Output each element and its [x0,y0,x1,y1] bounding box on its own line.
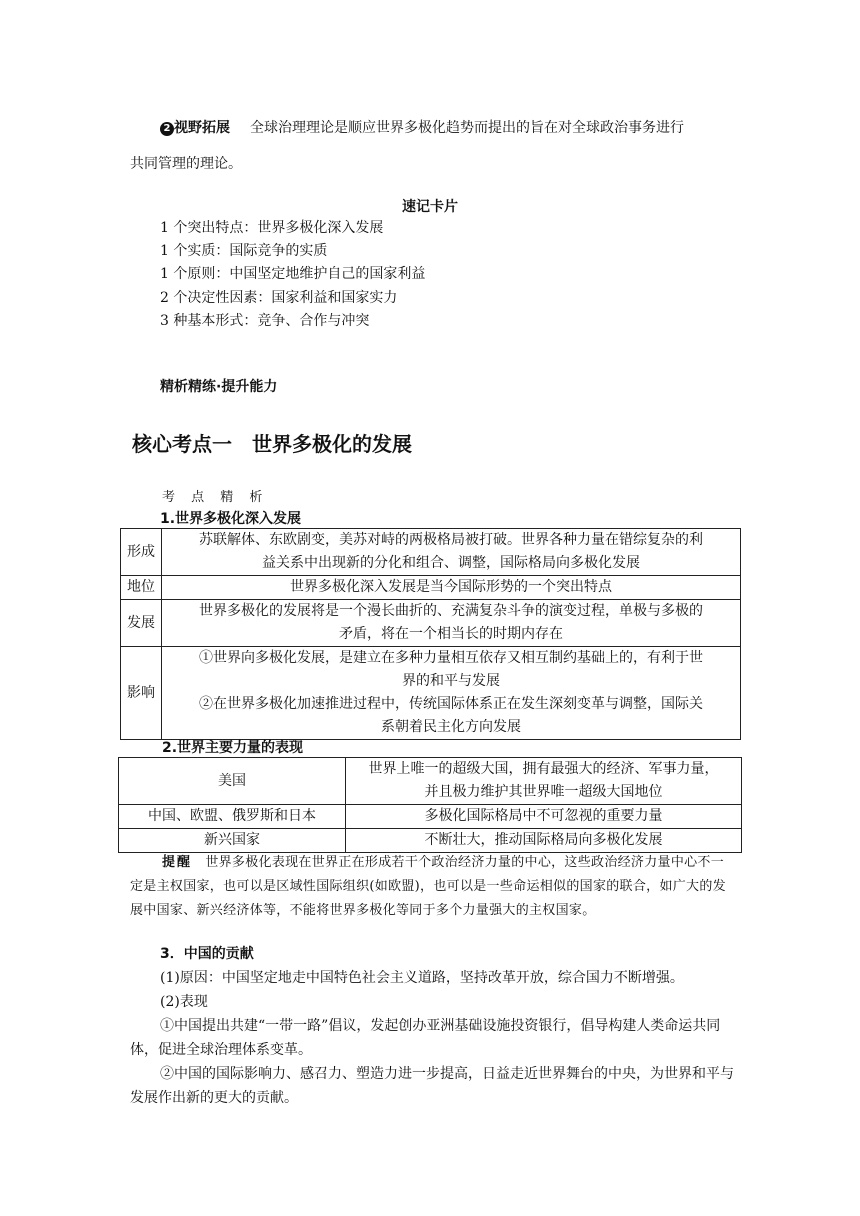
row-label: 影响 [121,647,162,740]
power-name: 美国 [119,758,346,805]
performance-point-1: ①中国提出共建“一带一路”倡议，发起创办亚洲基础设施投资银行，倡导构建人类命运共同体，促进全球治理体系变革。 [130,1018,721,1058]
table-row [121,529,741,576]
reason-paragraph: (1)原因：中国坚定地走中国特色社会主义道路，坚持改革开放，综合国力不断增强。 [160,970,684,986]
row-content [162,647,741,740]
cell-line: ①世界向多极化发展，是建立在多种力量相互依存又相互制约基础上的，有利于世 [199,650,703,666]
table2-title: 2.世界主要力量的表现 [162,740,304,756]
cell-line: 不断壮大，推动国际格局向多极化发展 [424,832,663,848]
performance-point-2: ②中国的国际影响力、感召力、塑造力进一步提高，日益走近世界舞台的中央，为世界和平与发展作出新的更大的贡献。 [130,1066,734,1106]
card-line: 1 个突出特点：世界多极化深入发展 [160,220,384,236]
row-content [162,576,741,600]
card-lines [160,217,425,333]
cell-line: 苏联解体、东欧剧变，美苏对峙的两极格局被打破。世界各种力量在错综复杂的利 [199,532,703,548]
power-description [346,829,742,853]
power-name: 新兴国家 [119,829,346,853]
row-label: 发展 [121,600,162,647]
vision-paragraph [160,110,740,146]
cell-line: 世界多极化深入发展是当今国际形势的一个突出特点 [290,579,612,595]
table-row [121,600,741,647]
cell-line: 并且极力维护其世界唯一超级大国地位 [424,784,663,800]
note-label: 提醒 [162,855,193,870]
cell-line: 系朝着民主化方向发展 [381,719,521,735]
card-title: 速记卡片 [402,199,458,215]
performance-label: (2)表现 [160,994,208,1010]
cell-line: 益关系中出现新的分化和组合、调整，国际格局向多极化发展 [262,555,640,571]
cell-line: 矛盾，将在一个相当长的时期内存在 [339,626,563,642]
cell-line: 世界多极化的发展将是一个漫长曲折的、充满复杂斗争的演变过程，单极与多极的 [199,603,703,619]
power-name: 中国、欧盟、俄罗斯和日本 [119,805,346,829]
table-row [121,647,741,740]
table-row [121,576,741,600]
row-label: 地位 [121,576,162,600]
vision-paragraph-cont: 共同管理的理论。 [130,156,242,172]
card-line: 3 种基本形式：竞争、合作与冲突 [160,312,370,329]
major-powers-table [118,757,742,853]
cell-line: ②在世界多极化加速推进过程中，传统国际体系正在发生深刻变革与调整，国际关 [199,696,703,712]
card-line: 1 个原则：中国坚定地维护自己的国家利益 [160,266,426,283]
row-label: 形成 [121,529,162,576]
multipolarity-table [120,528,741,740]
cell-line: 多极化国际格局中不可忽视的重要力量 [424,808,663,824]
card-line: 2 个决定性因素：国家利益和国家实力 [160,289,398,306]
table-row [119,758,742,805]
kaodian-label: 考 点 精 析 [162,490,269,505]
row-content [162,600,741,647]
table-row [119,829,742,853]
note-text: 世界多极化表现在世界正在形成若干个政治经济力量的中心，这些政治经济力量中心不一定是主权国家，也可以是区域性国际组织(如欧盟)，也可以是一些命运相似的国家的联合，如广大的发展中国家、新兴经济体等，不能将世界多极化等同于多个力量强大的主权国家。 [130,855,726,918]
card-line: 1 个实质：国际竞争的实质 [160,243,328,260]
table1-title: 1.世界多极化深入发展 [160,511,302,527]
cell-line: 界的和平与发展 [402,673,500,689]
core-heading: 核心考点一 世界多极化的发展 [132,432,412,456]
cell-line: 世界上唯一的超级大国，拥有最强大的经济、军事力量， [368,761,719,777]
section3-title: 3．中国的贡献 [160,946,254,962]
row-content [162,529,741,576]
vision-title: 视野拓展 [174,120,230,136]
section-subtitle: 精析精练·提升能力 [160,379,278,395]
power-description [346,805,742,829]
power-description [346,758,742,805]
table-row [119,805,742,829]
number-2-icon: 2 [160,122,174,136]
vision-text-line1: 全球治理理论是顺应世界多极化趋势而提出的旨在对全球政治事务进行 [250,120,684,136]
reminder-note [130,851,735,923]
